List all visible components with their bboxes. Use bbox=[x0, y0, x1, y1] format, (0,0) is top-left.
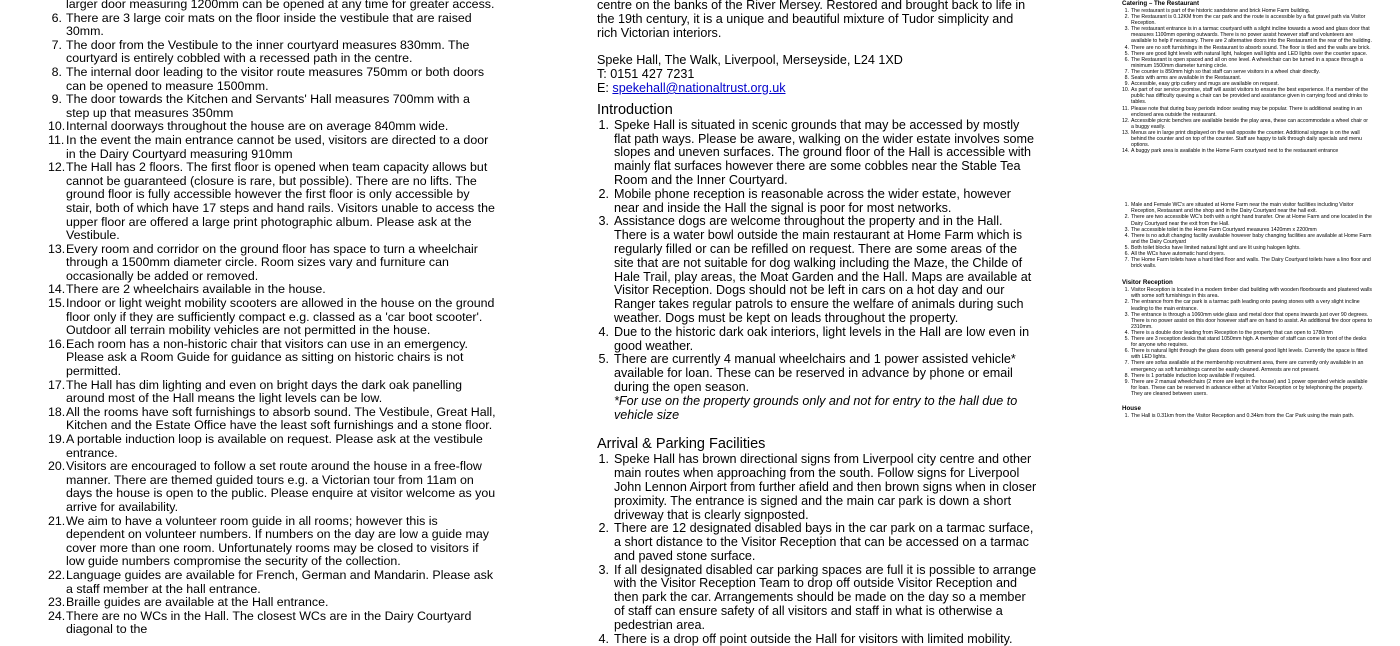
wc-item bbox=[1122, 233, 1372, 245]
parking-heading: Arrival & Parking Facilities bbox=[597, 436, 766, 453]
item-number: 17. bbox=[48, 377, 66, 392]
item-text: There are no soft furnishings in the Restaurant to absorb sound. The floor is tiled and the walls are brick. bbox=[1131, 44, 1371, 51]
list-item bbox=[48, 406, 496, 433]
item-text: There is 1 portable induction loop available if required. bbox=[1131, 372, 1256, 379]
item-text: The counter is 850mm high so that staff can serve visitors in a wheel chair directly. bbox=[1131, 68, 1320, 75]
item-number: 2. bbox=[598, 186, 609, 201]
intro-heading: Introduction bbox=[597, 101, 673, 118]
item-number: 5. bbox=[1124, 336, 1129, 343]
item-number: 10. bbox=[1122, 87, 1130, 94]
item-text: Seats with arms are available in the Restaurant. bbox=[1131, 75, 1242, 82]
item-number: 22. bbox=[48, 567, 66, 582]
wc-list bbox=[1122, 202, 1372, 269]
item-number: 2. bbox=[1124, 14, 1129, 21]
item-number: 9. bbox=[51, 92, 62, 107]
catering-heading: Catering – The Restaurant bbox=[1122, 0, 1200, 7]
item-number: 21. bbox=[48, 513, 66, 528]
item-number: 16. bbox=[48, 336, 66, 351]
item-text: Accessible picnic benches are available beside the play area, these can accommodate a wheel chair or a buggy easily. bbox=[1131, 117, 1369, 130]
item-number: 3. bbox=[1124, 311, 1129, 318]
item-text: There are good light levels with natural light, halogen wall lights and LED lights over the counter space. bbox=[1131, 50, 1368, 57]
item-number: 13. bbox=[1122, 129, 1130, 136]
left-column bbox=[48, 0, 496, 637]
col2-lead: centre on the banks of the River Mersey. Restored and brought back to life in the 19th century, it is a unique and beautiful mixture of Tudor simplicity and rich Victorian interiors. bbox=[597, 0, 1026, 40]
intro-item bbox=[597, 353, 1037, 394]
item-number: 8. bbox=[51, 64, 62, 79]
item-number: 3. bbox=[1124, 226, 1129, 233]
list-item bbox=[48, 93, 496, 120]
list-item bbox=[48, 39, 496, 66]
right-column bbox=[1122, 0, 1372, 500]
item-number: 18. bbox=[48, 404, 66, 419]
item-text: There are 12 designated disabled bays in the car park on a tarmac surface, a short distance to the Visitor Reception that can be accessed on a tarmac and paved stone surface. bbox=[614, 521, 1034, 563]
item-text: Speke Hall has brown directional signs from Liverpool city centre and other main routes when approaching from the south. Follow signs for Liverpool John Lennon Airport from further afield and then brown signs when in closer proximity. The entrance is signed and the main car park is down a short driveway that is clearly signposted. bbox=[614, 452, 1037, 522]
intro-list bbox=[597, 119, 1037, 395]
item-number: 1. bbox=[1124, 412, 1129, 419]
parking-item bbox=[597, 522, 1037, 563]
parking-item bbox=[597, 453, 1037, 522]
item-number: 1. bbox=[1124, 8, 1129, 14]
list-item bbox=[48, 379, 496, 406]
item-text: Due to the historic dark oak interiors, light levels in the Hall are low even in good weather. bbox=[614, 324, 1030, 353]
item-text: In the event the main entrance cannot be used, visitors are directed to a door in the Dairy Courtyard measuring 910mm bbox=[66, 132, 489, 161]
item-number: 8. bbox=[1124, 75, 1129, 82]
item-text: The entrance from the car park is a tarmac path leading onto paving stones with a very slight incline leading to the main entrance. bbox=[1131, 299, 1360, 312]
house-list bbox=[1122, 413, 1372, 419]
item-text: There are currently 4 manual wheelchairs and 1 power assisted vehicle* available for loan. These can be reserved in advance by phone or email during the open season. bbox=[614, 352, 1016, 394]
item-text: Each room has a non-historic chair that visitors can use in an emergency. Please ask a Room Guide for guidance as sitting on historic chairs is not permitted. bbox=[66, 336, 468, 379]
item-text: The Restaurant is open spaced and all on one level. A wheelchair can be turned in a space through a minimum 1500mm diameter turning circle. bbox=[1131, 56, 1363, 69]
item-text: Internal doorways throughout the house are on average 840mm wide. bbox=[66, 119, 449, 134]
email-line bbox=[597, 82, 1037, 96]
catering-item bbox=[1122, 57, 1372, 69]
item-number: 6. bbox=[1124, 251, 1129, 257]
list-item bbox=[48, 515, 496, 569]
item-number: 5. bbox=[1124, 50, 1129, 57]
item-text: The entrance is through a 1060mm wide glass and metal door that opens inwards just over 90 degrees. There is no power assist on this door however staff are on hand to assist. An additional fire door opens to 2310mm. bbox=[1131, 311, 1372, 330]
item-text: The Hall is 0.31km from the Visitor Reception and 0.34km from the Car Park using the main path. bbox=[1131, 412, 1355, 419]
item-number: 14. bbox=[48, 282, 66, 297]
item-text: Please note that during busy periods indoor seating may be popular. There is additional seating in an enclosed area outside the restaurant. bbox=[1131, 105, 1363, 118]
item-text: All the WCs have automatic hand dryers. bbox=[1131, 251, 1225, 257]
footnote: *For use on the property grounds only and not for entry to the hall due to vehicle size bbox=[614, 393, 1018, 422]
item-number: 20. bbox=[48, 459, 66, 474]
item-number: 1. bbox=[1124, 287, 1129, 294]
email-link[interactable]: spekehall@nationaltrust.org.uk bbox=[612, 80, 786, 95]
item-text: There is natural light through the glass doors with general good light levels. Currently the space is fitted with LED lights. bbox=[1131, 348, 1368, 361]
item-number: 4. bbox=[598, 324, 609, 339]
phone: T: 0151 427 7231 bbox=[597, 67, 695, 82]
item-text: The door from the Vestibule to the inner courtyard measures 830mm. The courtyard is entirely cobbled with a recessed path in the centre. bbox=[66, 37, 470, 66]
item-number: 7. bbox=[1124, 68, 1129, 75]
reception-item bbox=[1122, 336, 1372, 348]
list-item bbox=[48, 120, 496, 134]
item-number: 2. bbox=[598, 521, 609, 536]
item-text: The restaurant is part of the historic sandstone and brick Home Farm building. bbox=[1131, 8, 1311, 14]
list-item bbox=[48, 134, 496, 161]
list-item bbox=[48, 338, 496, 379]
item-text: There are 2 manual wheelchairs (2 more are kept in the house) and 1 power operated vehicle available for loan. These can be reserved in advance either at Visitor Reception or by telephoning the property. They are cleaned between users. bbox=[1131, 378, 1368, 397]
item-number: 12. bbox=[48, 160, 66, 175]
list-item bbox=[48, 243, 496, 284]
catering-item bbox=[1122, 148, 1372, 154]
item-text: There are 3 large coir mats on the floor inside the vestibule that are raised 30mm. bbox=[66, 10, 472, 39]
list-item bbox=[48, 161, 496, 243]
item-number: 4. bbox=[1124, 329, 1129, 336]
list-item bbox=[48, 283, 496, 297]
item-text: A portable induction loop is available on request. Please ask at the vestibule entrance. bbox=[66, 432, 483, 460]
item-number: 11. bbox=[1122, 105, 1129, 112]
reception-item bbox=[1122, 379, 1372, 397]
wc-item bbox=[1122, 257, 1372, 269]
catering-list bbox=[1122, 8, 1372, 154]
reception-item bbox=[1122, 348, 1372, 360]
item-number: 2. bbox=[1124, 214, 1129, 221]
item-number: 24. bbox=[48, 608, 66, 623]
item-number: 7. bbox=[51, 37, 62, 52]
intro-item bbox=[597, 215, 1037, 325]
item-number: 2. bbox=[1124, 299, 1129, 306]
parking-list bbox=[597, 453, 1037, 646]
list-item bbox=[48, 596, 496, 610]
item-text: Both toilet blocks have limited natural light and are lit using halogen lights. bbox=[1131, 244, 1301, 251]
reception-heading: Visitor Reception bbox=[1122, 279, 1173, 287]
reception-list bbox=[1122, 287, 1372, 397]
item-text: We aim to have a volunteer room guide in all rooms; however this is dependent on volunteer numbers. If numbers on the day are low a guide may cover more than one room. Unfortunately rooms may be closed to visitors if low guide numbers compromise the security of the collection. bbox=[66, 513, 489, 569]
parking-item bbox=[597, 564, 1037, 633]
item-number: 5. bbox=[598, 352, 609, 367]
list-item bbox=[48, 460, 496, 514]
reception-item bbox=[1122, 312, 1372, 330]
reception-item bbox=[1122, 299, 1372, 311]
item-text: Visitor Reception is located in a modern timber clad building with wooden floorboards and plastered walls with some soft furnishings in this area. bbox=[1131, 287, 1372, 300]
list-item bbox=[48, 610, 496, 637]
item-number: 6. bbox=[1124, 348, 1129, 355]
list-item bbox=[48, 66, 496, 93]
item-text: Braille guides are available at the Hall entrance. bbox=[66, 595, 329, 610]
list-item bbox=[48, 297, 496, 338]
item-text: There are two accessible WC's both with a right hand transfer. One at Home Farm and one located in the Dairy Courtyard near the exit from the Hall. bbox=[1131, 214, 1372, 227]
item-number: 1. bbox=[598, 117, 609, 132]
col1-list bbox=[48, 12, 496, 637]
item-text: The internal door leading to the visitor route measures 750mm or both doors can be opened to measure 1500mm. bbox=[66, 64, 485, 93]
item-text: Male and Female WC's are situated at Home Farm near the main visitor facilities including Visitor Reception, Restaurant and the shop and in the Dairy Courtyard near the hall exit. bbox=[1131, 202, 1354, 215]
address: Speke Hall, The Walk, Liverpool, Merseyside, L24 1XD bbox=[597, 53, 903, 68]
item-number: 3. bbox=[1124, 26, 1129, 33]
intro-item bbox=[597, 188, 1037, 216]
item-text: The accessible toilet in the Home Farm Courtyard measures 1420mm x 2200mm bbox=[1131, 226, 1317, 233]
item-text: Mobile phone reception is reasonable across the wider estate, however near and inside the Hall the signal is poor for most networks. bbox=[614, 186, 1011, 215]
item-text: The Restaurant is 0.12KM from the car park and the route is accessible by a flat gravel path via Visitor Reception. bbox=[1131, 14, 1366, 27]
parking-item bbox=[597, 633, 1037, 646]
item-number: 9. bbox=[1124, 81, 1129, 88]
item-number: 6. bbox=[1124, 56, 1129, 63]
item-number: 12. bbox=[1122, 117, 1130, 124]
item-text: There are no WCs in the Hall. The closest WCs are in the Dairy Courtyard diagonal to the bbox=[66, 608, 472, 637]
item-number: 23. bbox=[48, 595, 66, 610]
item-text: The restaurant entrance is in a tarmac courtyard with a slight incline towards a wood and glass door that measures 1100mm opening outwards. There is no power assist however staff and volunteers are available to help if necessary. There are 2 alternative doors into the Restaurant in the rear of the building. bbox=[1131, 26, 1372, 45]
item-text: Speke Hall is situated in scenic grounds that may be accessed by mostly flat path ways. Please be aware, walking on the wider estate involves some slopes and uneven surfaces. The ground floor of the Hall is accessible with mainly flat surfaces however there are some cobbles near the Stable Tea Room and the Inner Courtyard. bbox=[614, 117, 1035, 187]
item-text: Every room and corridor on the ground floor has space to turn a wheelchair through a 1500mm diameter circle. Room sizes vary and furniture can occasionally be added or removed. bbox=[66, 241, 478, 283]
item-text: If all designated disabled car parking spaces are full it is possible to arrange with the Visitor Reception Team to drop off outside Visitor Reception and then park the car. Arrangements should be made on the day so a member of staff can ensure safety of all visitors and staff in what is otherwise a pedestrian area. bbox=[614, 562, 1037, 632]
item-number: 13. bbox=[48, 241, 66, 256]
item-text: There are 2 wheelchairs available in the house. bbox=[66, 282, 326, 297]
item-text: There are 3 reception desks that stand 1050mm high. A member of staff can come in front of the desks for anyone who requires. bbox=[1131, 336, 1367, 349]
catering-item bbox=[1122, 87, 1372, 105]
reception-item bbox=[1122, 360, 1372, 372]
item-number: 19. bbox=[48, 432, 66, 446]
intro-item bbox=[597, 119, 1037, 188]
house-heading: House bbox=[1122, 404, 1141, 412]
house-item bbox=[1122, 413, 1372, 419]
item-text: Accessible, easy grip cutlery and mugs are available on request. bbox=[1131, 81, 1279, 88]
item-text: All the rooms have soft furnishings to absorb sound. The Vestibule, Great Hall, Kitchen and the Estate Office have the least soft furnishings and a stone floor. bbox=[66, 404, 496, 433]
item-text: Indoor or light weight mobility scooters are allowed in the house on the ground floor only if they are sufficiently compact e.g. classed as a 'car boot scooter'. Outdoor all terrain mobility vehicles are not permitted in the house. bbox=[66, 296, 495, 338]
item-number: 3. bbox=[598, 562, 609, 577]
item-number: 10. bbox=[48, 119, 66, 134]
item-number: 4. bbox=[598, 631, 609, 646]
item-number: 4. bbox=[1124, 44, 1129, 51]
item-text: The Hall has dim lighting and even on bright days the dark oak panelling around most of the Hall means the light levels can be low. bbox=[66, 377, 463, 406]
item-text: The door towards the Kitchen and Servants' Hall measures 700mm with a step up that measures 350mm bbox=[66, 92, 470, 120]
catering-item bbox=[1122, 106, 1372, 118]
item-number: 3. bbox=[598, 214, 609, 229]
item-text: There are sofas available at the membership recruitment area, there are currently only available in an emergency as soft furnishings cannot be easily cleaned. Armrests are not present. bbox=[1131, 360, 1364, 373]
list-item bbox=[48, 433, 496, 460]
catering-item bbox=[1122, 130, 1372, 148]
catering-item bbox=[1122, 118, 1372, 130]
intro-item bbox=[597, 326, 1037, 354]
list-item bbox=[48, 12, 496, 39]
col1-lead: larger door measuring 1200mm can be opened at any time for greater access. bbox=[66, 0, 495, 11]
list-item bbox=[48, 569, 496, 596]
item-text: Menus are in large print displayed on the wall opposite the counter. Additional signage is on the wall behind the counter and on top of the counter. Staff are happy to talk through daily specials and menu options. bbox=[1131, 129, 1362, 149]
item-text: Language guides are available for French, German and Mandarin. Please ask a staff member at the hall entrance. bbox=[66, 567, 494, 596]
item-text: The Hall has 2 floors. The first floor is opened when team capacity allows but cannot be guaranteed (closure is rare, but possible). There are no lifts. The ground floor is fully accessible however the first floor is only accessible by stair, both of which have 17 steps and hand rails. Visitors unable to access the upper floor are offered a large print photographic album. Please ask at the Vestibule. bbox=[66, 160, 495, 243]
item-text: A buggy park area is available in the Home Farm courtyard next to the restaurant entrance bbox=[1131, 148, 1339, 155]
item-number: 6. bbox=[51, 10, 62, 25]
item-number: 9. bbox=[1124, 378, 1129, 385]
item-number: 1. bbox=[598, 452, 609, 467]
item-number: 7. bbox=[1124, 257, 1129, 264]
item-text: There is a double door leading from Reception to the property that can open to 1780mm bbox=[1131, 329, 1333, 336]
item-text: The Home Farm toilets have a hard tiled floor and walls. The Dairy Courtyard toilets have a lino floor and brick walls. bbox=[1131, 257, 1371, 270]
item-number: 1. bbox=[1124, 202, 1129, 209]
item-text: Assistance dogs are welcome throughout the property and in the Hall. There is a water bowl outside the main restaurant at Home Farm which is regularly filled or can be refilled on request. There are some areas of the site that are not suitable for dog walking including the Maze, the Childe of Hale Trail, play areas, the Moat Garden and the Hall. Maps are available at Visitor Reception. Dogs should not be left in cars on a hot day and our Ranger takes regular patrols to ensure the welfare of animals during such weather. Dogs must be kept on leads throughout the property. bbox=[614, 214, 1032, 325]
item-number: 8. bbox=[1124, 372, 1129, 379]
wc-item bbox=[1122, 214, 1372, 226]
email-prefix: E: bbox=[597, 80, 613, 95]
item-number: 4. bbox=[1124, 232, 1129, 239]
wc-item bbox=[1122, 202, 1372, 214]
item-number: 15. bbox=[48, 296, 66, 311]
reception-item bbox=[1122, 287, 1372, 299]
item-text: As part of our service promise, staff will assist visitors to ensure the best experience. If a member of the public has difficulty queuing a chair can be provided and assistance given in carrying food and drinks to tables. bbox=[1131, 87, 1369, 106]
item-number: 7. bbox=[1124, 360, 1129, 367]
catering-item bbox=[1122, 14, 1372, 26]
item-text: Visitors are encouraged to follow a set route around the house in a free-flow manner. There are themed guided tours e.g. a Victorian tour from 11am on days the house is open to the public. Please enquire at visitor welcome as you arrive for availability. bbox=[66, 459, 496, 514]
catering-item bbox=[1122, 26, 1372, 44]
item-text: There is no adult changing facility available however baby changing facilities are available at Home Farm and the Dairy Courtyard bbox=[1131, 232, 1372, 245]
item-text: There is a drop off point outside the Hall for visitors with limited mobility. bbox=[614, 631, 1013, 646]
item-number: 14. bbox=[1122, 148, 1130, 155]
middle-column bbox=[597, 0, 1037, 646]
item-number: 11. bbox=[48, 132, 65, 147]
item-number: 5. bbox=[1124, 244, 1129, 251]
